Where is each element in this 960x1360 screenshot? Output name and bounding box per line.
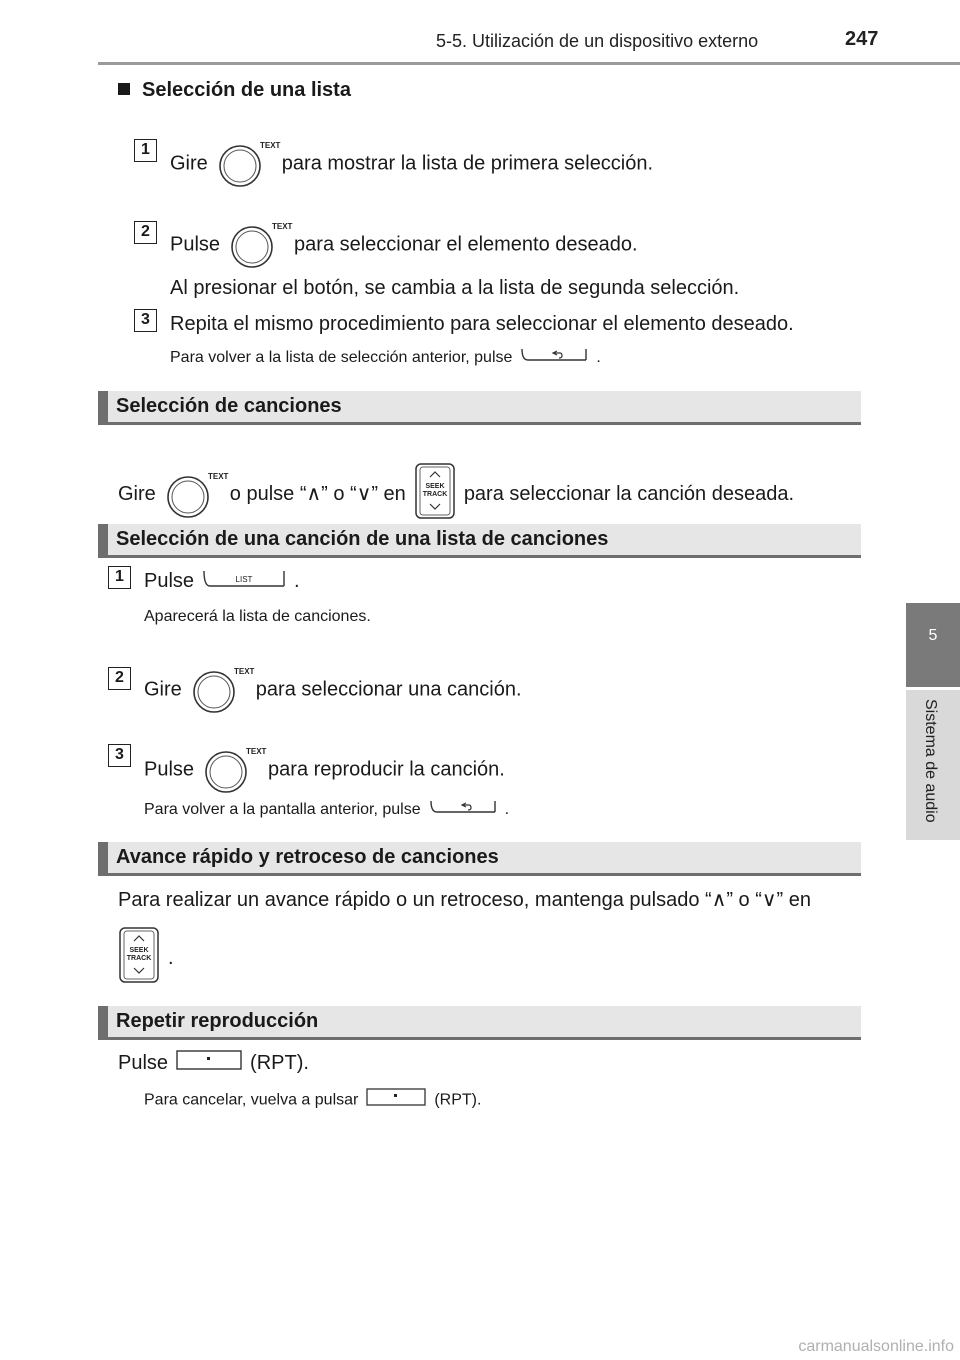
header-divider	[98, 62, 960, 65]
back-button-icon	[429, 799, 497, 821]
page-number: 247	[845, 28, 879, 50]
step-number: 2	[108, 667, 131, 690]
square-bullet-icon	[118, 83, 130, 95]
chapter-tab	[906, 603, 960, 687]
svg-text:TRACK: TRACK	[422, 491, 448, 498]
section-title-bar	[98, 391, 861, 423]
section-underline	[98, 873, 861, 876]
step-text: Pulse TEXT para seleccionar el elemento deseado.	[170, 221, 638, 269]
svg-text:TRACK: TRACK	[126, 955, 152, 962]
svg-text:TEXT: TEXT	[272, 222, 293, 231]
step-number: 3	[108, 744, 131, 767]
preset-button-icon	[176, 1050, 242, 1077]
svg-text:TEXT: TEXT	[207, 471, 229, 481]
tune-knob-icon	[214, 140, 281, 188]
section-title-bar	[98, 524, 861, 556]
svg-text:TEXT: TEXT	[246, 747, 267, 756]
svg-text:TEXT: TEXT	[259, 141, 281, 150]
chapter-number: 5	[928, 627, 938, 644]
step-text: Gire TEXT para mostrar la lista de primera selección.	[170, 140, 653, 188]
song-selection-text: Gire TEXT o pulse “∧” o “∨” en SEEK TRACK para seleccionar la canción deseada.	[118, 462, 794, 527]
section-header: 5-5. Utilización de un dispositivo externo	[436, 31, 759, 51]
svg-text:TEXT: TEXT	[233, 667, 255, 676]
seek-track-button-icon	[118, 926, 160, 991]
section-underline	[98, 555, 861, 558]
step-text: Pulse TEXT para reproducir la canción.	[144, 746, 505, 794]
tune-knob-icon	[200, 746, 267, 794]
section-underline	[98, 1037, 861, 1040]
watermark: carmanualsonline.info	[798, 1338, 954, 1355]
step-text: Gire TEXT para seleccionar una canción.	[144, 666, 522, 714]
tune-knob-icon	[226, 221, 293, 269]
preset-button-icon	[366, 1088, 426, 1113]
step-text: Pulse LIST .	[144, 568, 300, 595]
chapter-label: Sistema de audio	[922, 699, 939, 823]
section-title: Avance rápido y retroceso de canciones	[116, 846, 499, 868]
list-selection-heading: Selección de una lista	[118, 79, 351, 102]
tune-knob-icon	[162, 471, 229, 519]
step-text: Repita el mismo procedimiento para seleccionar el elemento deseado.	[170, 313, 794, 335]
section-title-bar	[98, 1006, 861, 1038]
step-number: 1	[134, 139, 157, 162]
step-note: Para volver a la pantalla anterior, pulse .	[144, 799, 509, 821]
repeat-text: Pulse (RPT).	[118, 1050, 309, 1077]
section-title: Repetir reproducción	[116, 1010, 319, 1032]
svg-text:SEEK: SEEK	[425, 483, 445, 490]
seek-track-button-icon	[414, 462, 456, 527]
fast-forward-text: Para realizar un avance rápido o un retroceso, mantenga pulsado “∧” o “∨” en	[118, 889, 811, 911]
step-note: Aparecerá la lista de canciones.	[144, 608, 371, 625]
fast-forward-text-end: SEEK TRACK .	[118, 926, 174, 991]
section-title: Selección de una canción de una lista de canciones	[116, 528, 609, 550]
step-explanation: Al presionar el botón, se cambia a la lista de segunda selección.	[170, 277, 740, 299]
section-title: Selección de canciones	[116, 395, 342, 417]
back-button-icon	[520, 347, 588, 369]
step-number: 2	[134, 221, 157, 244]
tune-knob-icon	[188, 666, 255, 714]
step-note: Para volver a la lista de selección anterior, pulse .	[170, 347, 601, 369]
svg-text:LIST: LIST	[235, 574, 253, 584]
section-underline	[98, 422, 861, 425]
list-button-icon	[202, 569, 286, 595]
repeat-note: Para cancelar, vuelva a pulsar (RPT).	[144, 1088, 481, 1113]
step-number: 1	[108, 566, 131, 589]
step-number: 3	[134, 309, 157, 332]
svg-text:SEEK: SEEK	[129, 947, 149, 954]
section-title-bar	[98, 842, 861, 874]
